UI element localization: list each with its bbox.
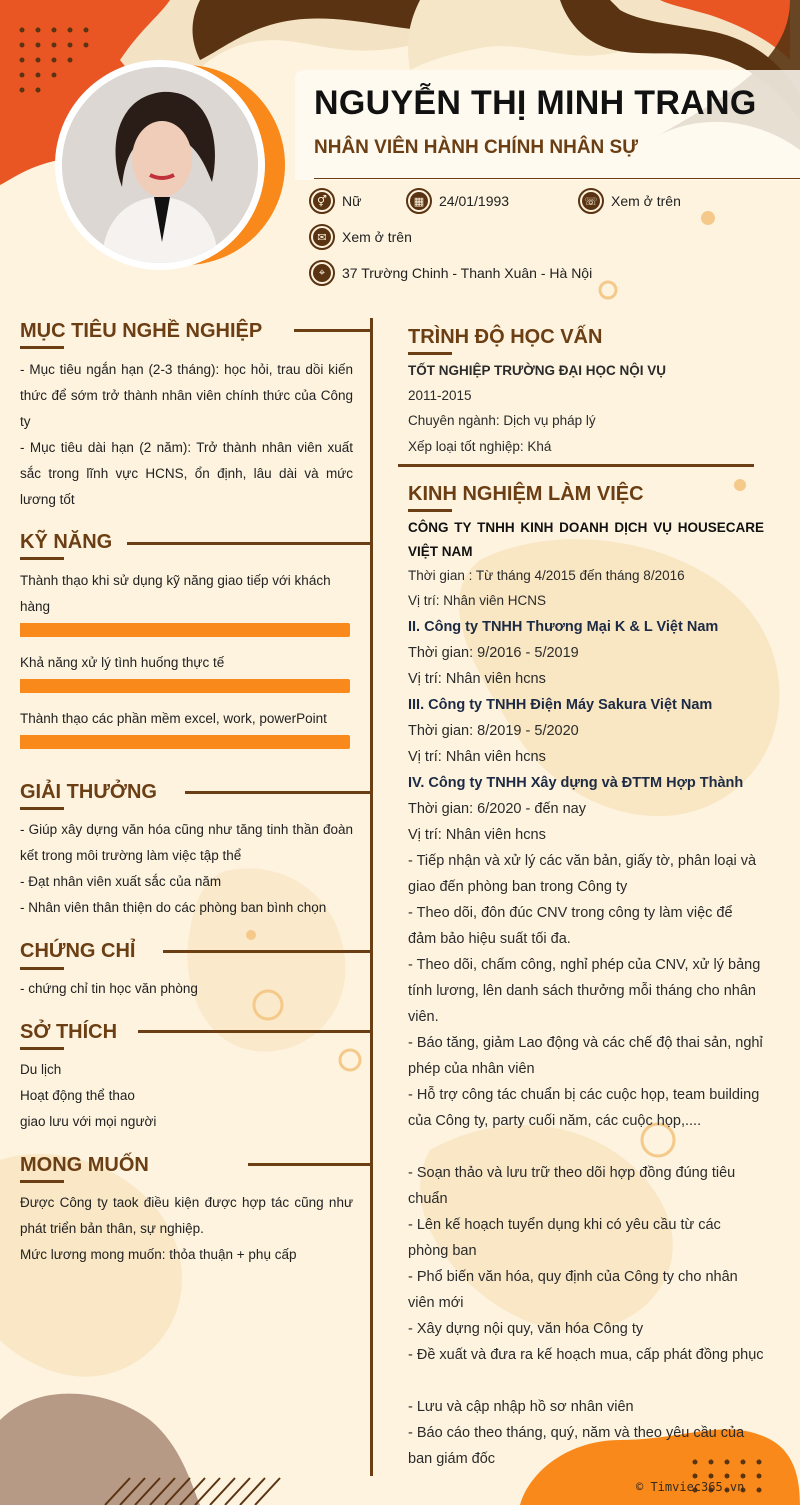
duty-item: - Hỗ trợ công tác chuẩn bị các cuộc họp, team building của Công ty, party cuối năm, các cuộc họp,....: [408, 1087, 760, 1129]
skill-bar: [20, 623, 350, 637]
duty-item: - Báo tăng, giảm Lao động và các chế độ thai sản, nghỉ phép của nhân viên: [408, 1035, 763, 1077]
company-time: Thời gian: 8/2019 - 5/2020: [408, 723, 579, 739]
duty-item: - Lưu và cập nhập hồ sơ nhân viên: [408, 1399, 634, 1415]
education-school: [408, 358, 764, 384]
section-rule: [127, 542, 370, 545]
objective-item: - Mục tiêu dài hạn (2 năm): Trở thành nhân viên xuất sắc trong lĩnh vực HCNS, ổn định, lâu dài và mức lương tốt: [20, 440, 353, 507]
gender-icon: ⚥: [309, 188, 335, 214]
info-address: [309, 260, 592, 286]
section-underline: [20, 1180, 64, 1183]
hobby-item: Hoạt động thể thao: [20, 1088, 135, 1103]
school-name: TỐT NGHIỆP TRƯỜNG ĐẠI HỌC NỘI VỤ: [408, 363, 666, 378]
skill-name: Thành thạo các phần mềm excel, work, powerPoint: [20, 711, 327, 726]
address-value: 37 Trường Chinh - Thanh Xuân - Hà Nội: [342, 265, 593, 281]
section-title-hobbies: SỞ THÍCH: [20, 1021, 118, 1043]
section-underline: [408, 352, 452, 355]
gender-value: Nữ: [342, 193, 362, 209]
section-title-experience: KINH NGHIỆM LÀM VIỆC: [408, 483, 644, 505]
skill-name: Khả năng xử lý tình huống thực tế: [20, 655, 225, 670]
section-underline: [20, 967, 64, 970]
section-underline: [20, 557, 64, 560]
duty-item: - Báo cáo theo tháng, quý, năm và theo yêu cầu của ban giám đốc: [408, 1425, 745, 1467]
section-title-skills: KỸ NĂNG: [20, 531, 113, 553]
phone-value: Xem ở trên: [611, 193, 681, 209]
duty-item: - Đề xuất và đưa ra kế hoạch mua, cấp phát đồng phục: [408, 1347, 764, 1363]
education-grade: Xếp loại tốt nghiệp: Khá: [408, 439, 552, 454]
hobby-item: Du lịch: [20, 1062, 62, 1077]
duty-item: - Soạn thảo và lưu trữ theo dõi hợp đồng đúng tiêu chuẩn: [408, 1165, 736, 1207]
wish-item: Mức lương mong muốn: thỏa thuận + phụ cấp: [20, 1247, 297, 1262]
duty-item: - Tiếp nhận và xử lý các văn bản, giấy tờ, phân loại và giao đến phòng ban trong Công ty: [408, 853, 757, 895]
company-role: Vị trí: Nhân viên hcns: [408, 827, 546, 843]
company-time: Thời gian: 6/2020 - đến nay: [408, 801, 586, 817]
duty-item: - Phổ biến văn hóa, quy định của Công ty cho nhân viên mới: [408, 1269, 738, 1311]
avatar: [62, 67, 258, 263]
copyright-text: © Timviec365.vn: [636, 1480, 745, 1494]
job-title: NHÂN VIÊN HÀNH CHÍNH NHÂN SỰ: [314, 137, 638, 158]
company-name: II. Công ty TNHH Thương Mại K & L Việt Nam: [408, 619, 719, 635]
section-rule: [294, 329, 370, 332]
section-underline: [20, 1047, 64, 1050]
duty-item: - Theo dõi, đôn đúc CNV trong công ty làm việc để đảm bảo hiệu suất tối đa.: [408, 905, 733, 947]
email-icon: ✉: [309, 224, 335, 250]
section-title-certificates: CHỨNG CHỈ: [20, 940, 136, 962]
skill-bar: [20, 735, 350, 749]
info-gender: [309, 188, 361, 214]
award-item: - Nhân viên thân thiện do các phòng ban bình chọn: [20, 900, 327, 915]
skill-name: Thành thạo khi sử dụng kỹ năng giao tiếp với khách hàng: [20, 573, 331, 614]
education-years: 2011-2015: [408, 388, 472, 403]
email-value: Xem ở trên: [342, 229, 412, 245]
info-email: [309, 224, 412, 250]
duty-item: - Theo dõi, chấm công, nghỉ phép của CNV, xử lý bảng tính lương, lên danh sách thưởng mỗi tháng cho nhân viên.: [408, 957, 761, 1025]
section-title-objective: MỤC TIÊU NGHỀ NGHIỆP: [20, 320, 263, 342]
section-rule: [163, 950, 370, 953]
company-time: Thời gian: 9/2016 - 5/2019: [408, 645, 579, 661]
company-name: CÔNG TY TNHH KINH DOANH DỊCH VỤ HOUSECARE VIỆT NAM: [408, 520, 764, 559]
section-underline: [20, 346, 64, 349]
avatar-image: [62, 67, 258, 263]
info-birthday: [406, 188, 509, 214]
company-role: Vị trí: Nhân viên HCNS: [408, 593, 547, 608]
section-rule: [138, 1030, 370, 1033]
company-role: Vị trí: Nhân viên hcns: [408, 671, 546, 687]
award-item: - Giúp xây dựng văn hóa cũng như tăng tinh thần đoàn kết trong môi trường làm việc tập thể: [20, 822, 353, 863]
section-underline: [408, 509, 452, 512]
award-item: - Đạt nhân viên xuất sắc của năm: [20, 874, 222, 889]
header-divider: [314, 178, 800, 179]
company-name: III. Công ty TNHH Điện Máy Sakura Việt Nam: [408, 697, 713, 713]
column-divider: [370, 318, 373, 1476]
section-rule: [398, 464, 754, 467]
section-title-awards: GIẢI THƯỞNG: [20, 781, 157, 803]
company-name: IV. Công ty TNHH Xây dựng và ĐTTM Hợp Thành: [408, 775, 744, 791]
duty-item: - Lên kế hoạch tuyển dụng khi có yêu cầu từ các phòng ban: [408, 1217, 721, 1259]
phone-icon: ☏: [578, 188, 604, 214]
section-title-wishes: MONG MUỐN: [20, 1154, 149, 1176]
info-phone: [578, 188, 681, 214]
education-major: Chuyên ngành: Dịch vụ pháp lý: [408, 413, 596, 428]
birthday-value: 24/01/1993: [439, 193, 510, 209]
company-time: Thời gian : Từ tháng 4/2015 đến tháng 8/2016: [408, 568, 685, 583]
calendar-icon: ▦: [406, 188, 432, 214]
hobby-item: giao lưu với mọi người: [20, 1114, 157, 1129]
certificate-item: - chứng chỉ tin học văn phòng: [20, 981, 198, 996]
company-role: Vị trí: Nhân viên hcns: [408, 749, 546, 765]
duty-item: - Xây dựng nội quy, văn hóa Công ty: [408, 1321, 644, 1337]
section-rule: [248, 1163, 370, 1166]
skill-bar: [20, 679, 350, 693]
avatar-frame: [55, 60, 265, 270]
section-title-education: TRÌNH ĐỘ HỌC VẤN: [408, 326, 603, 348]
objective-item: - Mục tiêu ngắn hạn (2-3 tháng): học hỏi, trau dồi kiến thức để sớm trở thành nhân viên chính thức của Công ty: [20, 362, 353, 429]
location-icon: ⌖: [309, 260, 335, 286]
wish-item: Được Công ty taok điều kiện được hợp tác cũng như phát triển bản thân, sự nghiệp.: [20, 1195, 353, 1236]
candidate-name: NGUYỄN THỊ MINH TRANG: [314, 84, 757, 122]
section-underline: [20, 807, 64, 810]
section-rule: [185, 791, 370, 794]
